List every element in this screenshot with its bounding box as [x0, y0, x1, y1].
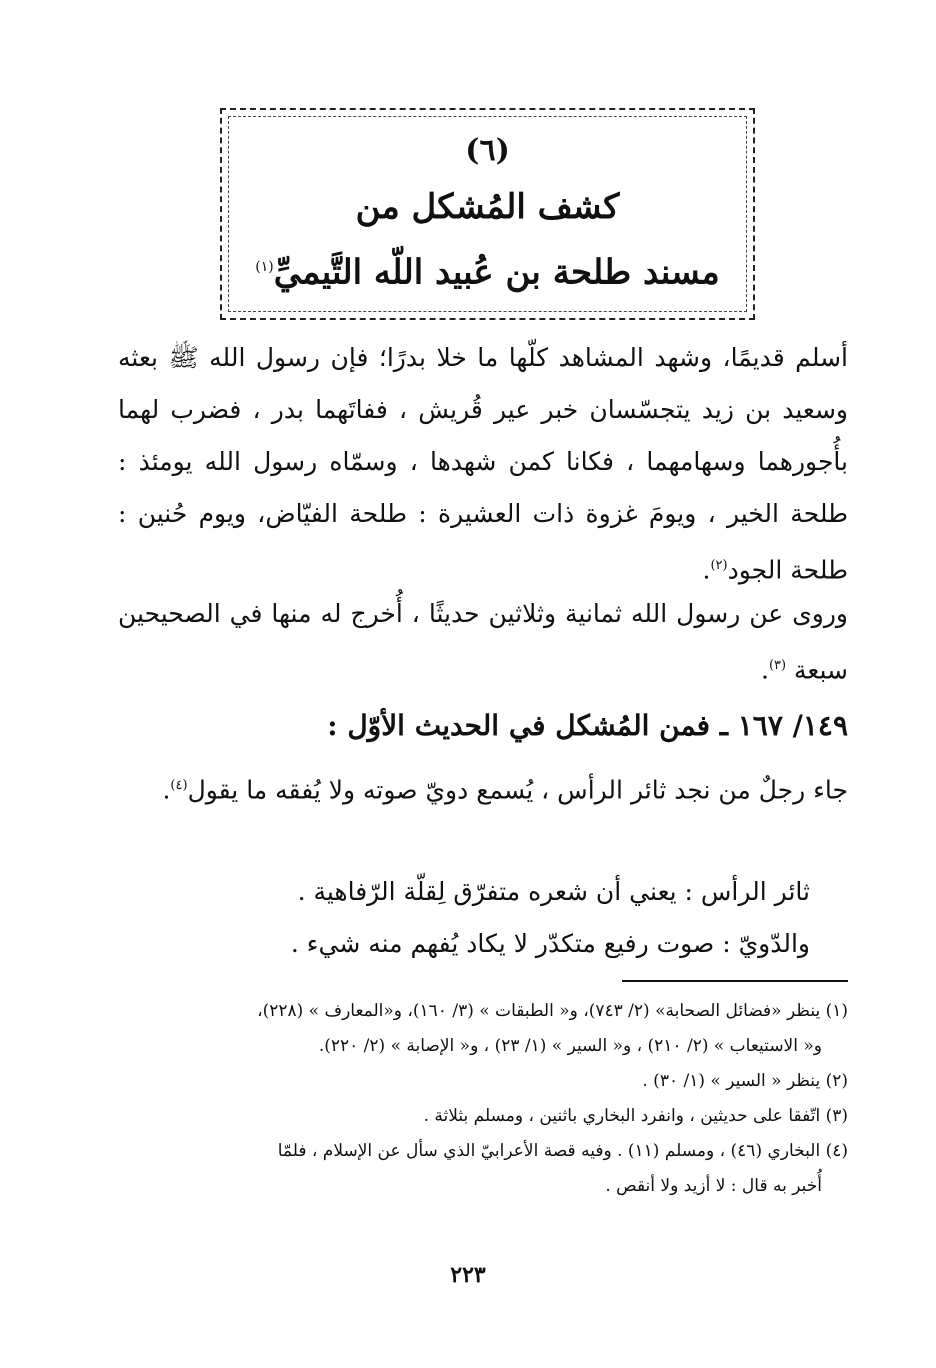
paragraph-biography-end: . — [702, 555, 711, 585]
footnote-ref-1: (١) — [255, 259, 274, 276]
footnote-3: (٣) اتّفقا على حديثين ، وانفرد البخاري باثنين ، ومسلم بثلاثة . — [423, 1106, 848, 1126]
paragraph-narrations — [118, 588, 848, 696]
paragraph-biography-text: أسلم قديمًا، وشهد المشاهد كلّها ما خلا بدرًا؛ فإن رسول الله ﷺ بعثه وسعيد بن زيد يتجسّسان خبر عير قُريش ، ففاتَهما بدر ، فضرب لهما بأُجورهما وسهامهما ، فكانا كمن شهدها ، وسمّاه رسول الله يومئذ : طلحة الخير ، ويومَ غزوة ذات العشيرة : طلحة الفيّاض، ويوم حُنين : طلحة الجود — [118, 343, 848, 585]
paragraph-explanation-2: والدّويّ : صوت رفيع متكدّر لا يكاد يُفهم منه شيء . — [290, 929, 810, 958]
page-number: ٢٢٣ — [450, 1262, 486, 1288]
section-heading: ١٤٩/ ١٦٧ ـ فمن المُشكل في الحديث الأوّل : — [327, 709, 848, 742]
paragraph-hadith-end: . — [162, 775, 171, 805]
footnote-ref-4: (٤) — [170, 778, 188, 793]
paragraph-narrations-text: وروى عن رسول الله ثمانية وثلاثين حديثًا ، أُخرج له منها في الصحيحين سبعة — [118, 599, 848, 685]
paragraph-narrations-end: . — [760, 655, 769, 685]
paragraph-hadith-text: جاء رجلٌ من نجد ثائر الرأس ، يُسمع دويّ صوته ولا يُفقه ما يقول — [187, 775, 848, 805]
chapter-number: (٦) — [465, 133, 510, 169]
footnote-ref-2: (٢) — [710, 558, 728, 573]
chapter-subtitle-text: مسند طلحة بن عُبيد اللّه التَّيميِّ — [273, 252, 720, 293]
footnote-2: (٢) ينظر « السير » (١/ ٣٠) . — [642, 1071, 848, 1091]
chapter-title-inner-frame — [228, 116, 747, 312]
footnote-4-line-2: أُخبر به قال : لا أزيد ولا أنقص . — [605, 1176, 822, 1196]
footnote-ref-3: (٣) — [768, 658, 787, 673]
paragraph-biography — [118, 332, 848, 596]
footnote-4-line-1: (٤) البخاري (٤٦) ، ومسلم (١١) . وفيه قصة الأعرابيّ الذي سأل عن الإسلام ، فلمّا — [277, 1141, 848, 1161]
paragraph-hadith — [118, 760, 848, 816]
chapter-title-frame — [220, 108, 755, 320]
chapter-title: كشف المُشكل من — [355, 187, 620, 228]
footnotes — [118, 994, 848, 1204]
footnote-1-line-2: و« الاستيعاب » (٢/ ٢١٠) ، و« السير » (١/ ٢٣) ، و« الإصابة » (٢/ ٢٢٠). — [318, 1036, 822, 1056]
footnote-divider — [622, 980, 848, 982]
paragraph-explanation-1: ثائر الرأس : يعني أن شعره متفرّق لِقلّة الرّفاهية . — [297, 877, 810, 906]
footnote-1-line-1: (١) ينظر «فضائل الصحابة» (٢/ ٧٤٣)، و« الطبقات » (٣/ ١٦٠)، و«المعارف » (٢٢٨)، — [257, 1001, 848, 1021]
chapter-subtitle — [255, 237, 719, 302]
